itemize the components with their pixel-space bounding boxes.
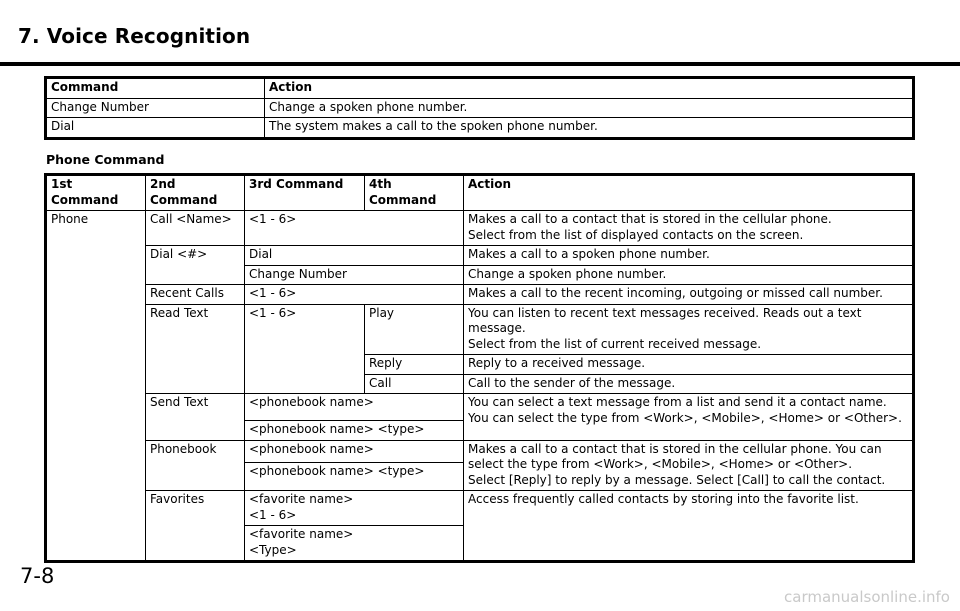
third-command-cell: <phonebook name> <type> (245, 462, 464, 491)
table-row (47, 304, 913, 355)
page-title: 7. Voice Recognition (18, 24, 251, 48)
second-command-cell: Phonebook (146, 440, 245, 491)
action-cell: Access frequently called contacts by storing into the favorite list. (464, 491, 913, 561)
table-cell: Dial (47, 118, 265, 138)
fourth-command-cell: Call (365, 374, 464, 394)
column-header: 4th Command (365, 176, 464, 211)
third-command-cell: <1 - 6> (245, 304, 365, 394)
table-row (47, 394, 913, 421)
third-command-cell: <favorite name> <1 - 6> (245, 491, 464, 526)
action-cell: Makes a call to a contact that is stored in the cellular phone. Select from the list of displayed contacts on the screen. (464, 211, 913, 246)
table-cell: Change Number (47, 98, 265, 118)
action-cell: Change a spoken phone number. (464, 265, 913, 285)
column-header: 2nd Command (146, 176, 245, 211)
third-command-cell: <favorite name> <Type> (245, 526, 464, 561)
watermark: carmanualsonline.info (784, 588, 950, 606)
table-header-row (47, 79, 913, 99)
third-command-cell: <phonebook name> <type> (245, 421, 464, 441)
table-row (47, 211, 913, 246)
third-command-cell: <1 - 6> (245, 211, 464, 246)
table-row (47, 98, 913, 118)
column-header: Action (464, 176, 913, 211)
first-command-cell: Phone (47, 211, 146, 561)
second-command-cell: Dial <#> (146, 246, 245, 285)
table-row (47, 285, 913, 305)
action-cell: Reply to a received message. (464, 355, 913, 375)
phone-command-table (46, 175, 913, 561)
action-cell: Call to the sender of the message. (464, 374, 913, 394)
table-cell: Change a spoken phone number. (265, 98, 913, 118)
third-command-cell: Dial (245, 246, 464, 266)
action-cell: Makes a call to a spoken phone number. (464, 246, 913, 266)
action-cell: You can select a text message from a list and send it a contact name. You can select the type from <Work>, <Mobile>, <Home> or <Other>. (464, 394, 913, 441)
column-header: 1st Command (47, 176, 146, 211)
command-table (46, 78, 913, 138)
action-cell: You can listen to recent text messages received. Reads out a text message. Select from the list of current received message. (464, 304, 913, 355)
action-cell: Makes a call to a contact that is stored in the cellular phone. You can select the type from <Work>, <Mobile>, <Home> or <Other>. Select [Reply] to reply by a message. Select [Call] to call the contact. (464, 440, 913, 491)
fourth-command-cell: Reply (365, 355, 464, 375)
fourth-command-cell: Play (365, 304, 464, 355)
column-header: Command (47, 79, 265, 99)
second-command-cell: Read Text (146, 304, 245, 394)
third-command-cell: Change Number (245, 265, 464, 285)
third-command-cell: <phonebook name> (245, 394, 464, 421)
column-header: Action (265, 79, 913, 99)
section-title: Phone Command (46, 152, 165, 167)
table-cell: The system makes a call to the spoken phone number. (265, 118, 913, 138)
page-number: 7-8 (20, 564, 55, 588)
second-command-cell: Favorites (146, 491, 245, 561)
action-cell: Makes a call to the recent incoming, outgoing or missed call number. (464, 285, 913, 305)
second-command-cell: Recent Calls (146, 285, 245, 305)
table-row (47, 246, 913, 266)
table-row (47, 491, 913, 526)
third-command-cell: <1 - 6> (245, 285, 464, 305)
second-command-cell: Call <Name> (146, 211, 245, 246)
third-command-cell: <phonebook name> (245, 440, 464, 462)
table-row (47, 440, 913, 462)
column-header: 3rd Command (245, 176, 365, 211)
second-command-cell: Send Text (146, 394, 245, 441)
table-row (47, 118, 913, 138)
table-header-row (47, 176, 913, 211)
header-divider (0, 62, 960, 66)
